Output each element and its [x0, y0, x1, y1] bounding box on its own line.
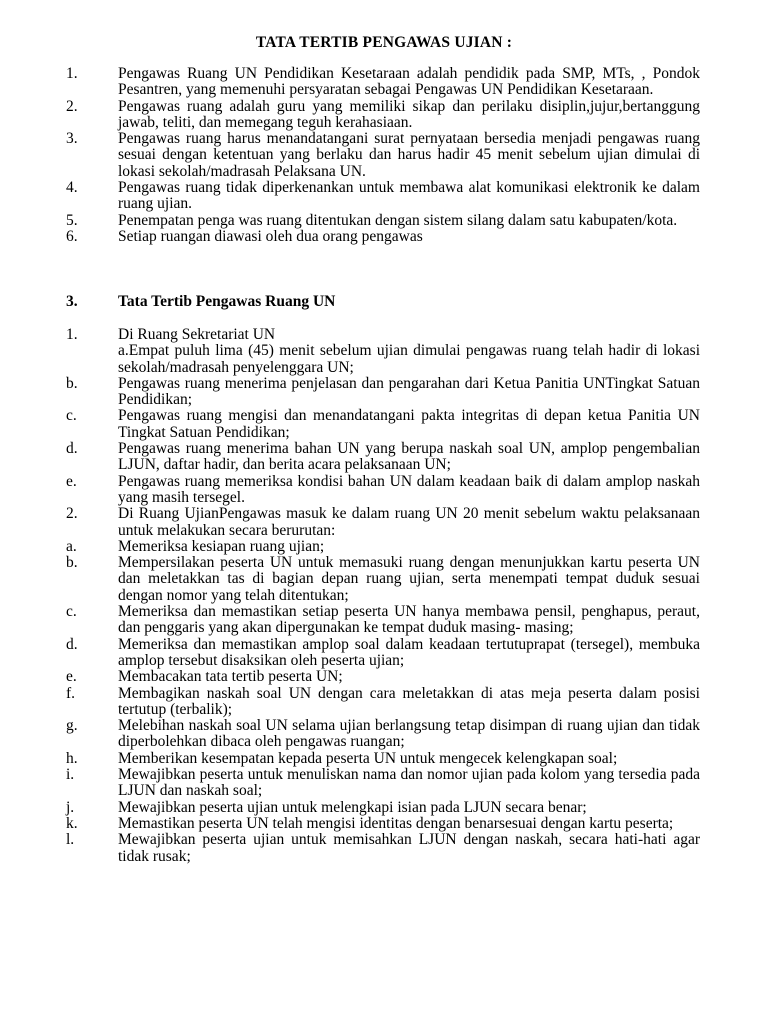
item-text: Pengawas ruang menerima penjelasan dan pengarahan dari Ketua Panitia UNTingkat Satuan Pendidikan; [118, 374, 700, 409]
item-letter: h. [66, 749, 78, 767]
procedure-list [0, 327, 768, 865]
list-item [0, 686, 768, 719]
item-number: 3. [66, 130, 78, 148]
item-text: Memeriksa dan memastikan setiap peserta UN hanya membawa pensil, penghapus, peraut, dan penggaris yang akan dipergunakan ke tempat duduk masing- masing; [118, 603, 700, 637]
list-item [0, 131, 768, 180]
item-letter: b. [66, 374, 78, 392]
item-text: Mewajibkan peserta ujian untuk memisahkan LJUN dengan naskah, secara hati-hati agar tidak rusak; [118, 831, 700, 865]
item-text: Membagikan naskah soal UN dengan cara meletakkan di atas meja peserta dalam posisi tertutup (terbalik); [118, 684, 700, 718]
item-text: Pengawas ruang menerima bahan UN yang berupa naskah soal UN, amplop pengembalian LJUN, daftar hadir, dan berita acara pelaksanaan UN; [118, 440, 700, 474]
list-item [0, 408, 768, 441]
item-text: Penempatan penga was ruang ditentukan dengan sistem silang dalam satu kabupaten/kota. [118, 211, 678, 229]
list-item [0, 816, 768, 832]
item-text: Setiap ruangan diawasi oleh dua orang pengawas [118, 227, 423, 245]
list-item [0, 767, 768, 800]
item-number: 2. [66, 97, 78, 115]
item-text: Pengawas Ruang UN Pendidikan Kesetaraan adalah pendidik pada SMP, MTs, , Pondok Pesantren, yang memenuhi persyaratan sebagai Pengawas UN Pendidikan Kesetaraan. [118, 65, 700, 99]
list-item [0, 327, 768, 343]
item-letter: j. [66, 798, 75, 816]
item-number: 1. [66, 326, 78, 343]
list-item [0, 718, 768, 751]
list-item [0, 832, 768, 865]
list-item [0, 441, 768, 474]
item-text: Pengawas ruang mengisi dan menandatangani pakta integritas di depan ketua Panitia UN Tingkat Satuan Pendidikan; [118, 407, 700, 441]
list-item [0, 800, 768, 816]
list-item [0, 66, 768, 99]
item-text: Pengawas ruang adalah guru yang memiliki sikap dan perilaku disiplin,jujur,bertanggung jawab, teliti, dan memegang teguh kerahasiaan. [118, 97, 700, 131]
list-item [0, 343, 768, 376]
item-letter: k. [66, 814, 78, 832]
item-letter: c. [66, 603, 77, 621]
section-number: 3. [66, 293, 78, 310]
list-item [0, 229, 768, 245]
item-letter: g. [66, 717, 78, 735]
item-letter: a. [66, 537, 77, 555]
item-letter: c. [66, 407, 77, 425]
item-text: Memeriksa kesiapan ruang ujian; [118, 537, 325, 555]
list-item [0, 539, 768, 555]
item-text: Pengawas ruang harus menandatangani surat pernyataan bersedia menjadi pengawas ruang sesuai dengan ketentuan yang berlaku dan harus hadir 45 menit sebelum ujian dimulai di lokasi sekolah/madrasah Pelaksana UN. [118, 130, 700, 180]
item-text: Di Ruang Sekretariat UN [118, 326, 276, 343]
list-item [0, 555, 768, 604]
item-letter: e. [66, 472, 77, 490]
item-text: Mempersilakan peserta UN untuk memasuki ruang dengan menunjukkan kartu peserta UN dan meletakkan tas di bagian depan ruang ujian, serta menempati tempat duduk sesuai dengan nomor yang telah ditentukan; [118, 554, 700, 604]
list-item [0, 669, 768, 685]
item-letter: b. [66, 554, 78, 572]
list-item [0, 637, 768, 670]
item-number: 4. [66, 179, 78, 197]
list-item [0, 180, 768, 213]
item-text: Mewajibkan peserta untuk menuliskan nama dan nomor ujian pada kolom yang tersedia pada LJUN dan naskah soal; [118, 766, 700, 800]
item-letter: e. [66, 668, 77, 686]
item-text: Pengawas ruang memeriksa kondisi bahan UN dalam keadaan baik di dalam amplop naskah yang masih tersegel. [118, 472, 700, 506]
item-letter: i. [66, 766, 75, 784]
item-text: Di Ruang UjianPengawas masuk ke dalam ruang UN 20 menit sebelum waktu pelaksanaan untuk melakukan secara berurutan: [118, 505, 700, 539]
section-title: Tata Tertib Pengawas Ruang UN [118, 293, 336, 310]
list-item [0, 474, 768, 507]
item-text: Memeriksa dan memastikan amplop soal dalam keadaan tertutuprapat (tersegel), membuka amplop tersebut disaksikan oleh peserta ujian; [118, 635, 700, 669]
item-letter: f. [66, 684, 76, 702]
item-number: 2. [66, 505, 78, 523]
list-item [0, 99, 768, 132]
item-letter: d. [66, 440, 78, 458]
item-text: Membacakan tata tertib peserta UN; [118, 668, 343, 686]
list-item [0, 213, 768, 229]
item-number: 5. [66, 211, 78, 229]
item-letter: l. [66, 831, 75, 849]
rules-list [0, 66, 768, 245]
item-text: a.Empat puluh lima (45) menit sebelum ujian dimulai pengawas ruang telah hadir di lokasi sekolah/madrasah penyelenggara UN; [118, 342, 700, 376]
list-item [0, 604, 768, 637]
item-text: Memberikan kesempatan kepada peserta UN untuk mengecek kelengkapan soal; [118, 749, 618, 767]
item-text: Mewajibkan peserta ujian untuk melengkapi isian pada LJUN secara benar; [118, 798, 587, 816]
item-text: Melebihan naskah soal UN selama ujian berlangsung tetap disimpan di ruang ujian dan tidak diperbolehkan dibaca oleh pengawas ruangan; [118, 717, 700, 751]
item-letter: d. [66, 635, 78, 653]
item-text: Memastikan peserta UN telah mengisi identitas dengan benarsesuai dengan kartu peserta; [118, 814, 674, 832]
item-number: 6. [66, 227, 78, 245]
section-heading [0, 294, 768, 310]
list-item [0, 506, 768, 539]
list-item [0, 376, 768, 409]
item-text: Pengawas ruang tidak diperkenankan untuk membawa alat komunikasi elektronik ke dalam ruang ujian. [118, 179, 700, 213]
list-item [0, 751, 768, 767]
item-number: 1. [66, 65, 78, 82]
section-heading-block [0, 294, 768, 310]
document-title: TATA TERTIB PENGAWAS UJIAN : [255, 34, 513, 51]
